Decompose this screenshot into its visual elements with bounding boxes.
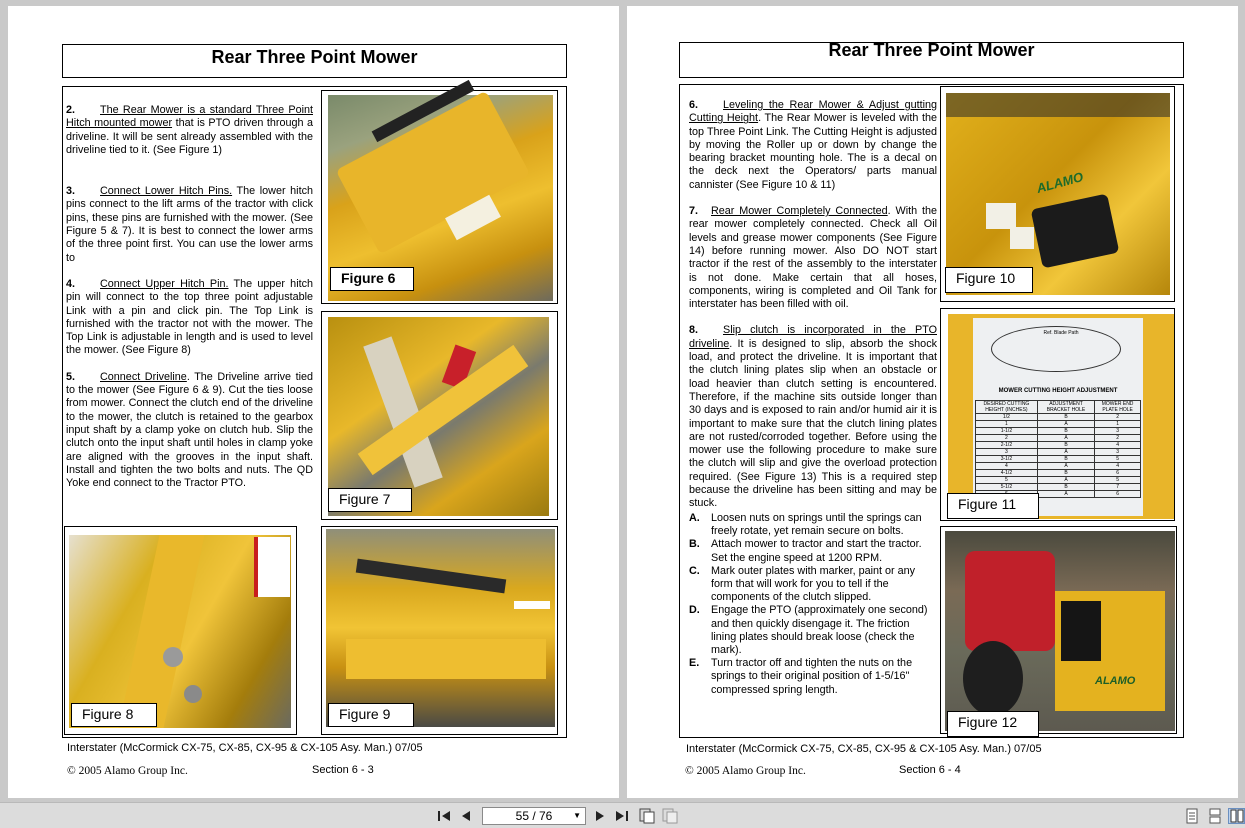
decal-cell: 3-1/2 [976, 456, 1038, 463]
zoom-out-view-button[interactable] [662, 808, 678, 824]
paragraph-3: 3. Connect Lower Hitch Pins. The lower hitch pins connect to the lift arms of the tractor with click pins, these pins are furnished with the mower. (See Figure 5 & 7). It is best to connect the lower arms of the three point first. You can use the lower arms to [66, 185, 313, 264]
decal-cell: B [1037, 470, 1094, 477]
footer-copyright: © 2005 Alamo Group Inc. [67, 765, 188, 777]
paragraph-2: 2. The Rear Mower is a standard Three Point Hitch mounted mower that is PTO driven through a driveline. It will be sent already assembled with the driveline tied to it. (See Figure 1) [66, 104, 313, 156]
decal-cell: 2-1/2 [976, 442, 1038, 449]
list-item: C. Mark outer plates with marker, paint or any form that will work for you to tell if the components of the clutch slipped. [689, 564, 916, 604]
footer-section: Section 6 - 4 [899, 764, 961, 776]
list-item: D. Engage the PTO (approximately one second) and then quickly disengage it. The friction lining plates should break loose (check the mark). [689, 604, 928, 657]
decal-cell: 5 [1095, 477, 1141, 484]
figure-10 [940, 86, 1175, 302]
single-page-icon [1185, 808, 1199, 824]
figure-9 [321, 526, 558, 735]
figure-12 [940, 526, 1177, 734]
decal-cell: 1 [1095, 421, 1141, 428]
decal-cell: 5-1/2 [976, 484, 1038, 491]
diagram-label: Ref. Blade Path [1043, 330, 1079, 336]
decal-cell: 2 [1095, 435, 1141, 442]
decal-cell: 5 [976, 477, 1038, 484]
decal-cell: 4 [1095, 463, 1141, 470]
chevron-down-icon: ▼ [573, 811, 581, 820]
figure-7 [321, 311, 558, 520]
previous-page-button[interactable] [458, 808, 474, 824]
figure-label: Figure 9 [328, 703, 414, 727]
decal-row [976, 414, 1141, 421]
two-page-view-button[interactable] [1228, 808, 1245, 824]
figure-label: Figure 12 [947, 711, 1039, 737]
figure-label: Figure 6 [330, 267, 414, 291]
footer-section: Section 6 - 3 [312, 764, 374, 776]
page-title: Rear Three Point Mower [679, 42, 1184, 78]
paragraph-6: 6. Leveling the Rear Mower & Adjust gutting Cutting Height. The Rear Mower is leveled with the top Three Point Link. The Cutting Height is adjusted by moving the Roller up or down by change the bearing bracket mounting hole. The is a decal on the deck next the Operators/ parts manual cannister (See Figure 10 & 11) [689, 99, 937, 191]
list-item: E. Turn tractor off and tighten the nuts on the springs to their original position of 1-5/16" compressed spring length. [689, 657, 913, 696]
paragraph-7: 7. Rear Mower Completely Connected. With the rear mower completely connected. Check all Oil levels and grease mower components (See Figure 14) before running mower. Also DO NOT start tractor if the rest of the assembly to the interstater is not done. Make certain that all hoses, components, wiring is completed and Oil Tank for interstater has been filled with oil. [689, 205, 938, 311]
alamo-logo: ALAMO [1095, 675, 1136, 687]
next-page-icon [595, 810, 605, 822]
decal [973, 318, 1143, 516]
instruction-text [66, 104, 313, 503]
decal-row [976, 463, 1141, 470]
hitch-photo [328, 317, 549, 516]
two-page-icon [1230, 809, 1244, 823]
decal-cell: A [1037, 449, 1094, 456]
decal-cell: A [1037, 491, 1094, 498]
clutch-steps-list [689, 512, 932, 697]
driveline-photo [326, 529, 555, 727]
alamo-logo: ALAMO [1034, 169, 1085, 196]
decal-cell: 5 [1095, 456, 1141, 463]
paragraph-8: 8. Slip clutch is incorporated in the PTO driveline. It is designed to slip, absorb the shock load, and protect the driveline. It is important that the clutch lining plates slip when an obstacle or load heavier than clutch setting is encountered. Therefore, if the machine sits outside longer than 30 days and is exposed to rain and/or humid air it is important to make sure that the clutch lining plates are not rusted/corroded together. Before using the mower use the following procedure to make sure the clutch will slip and give the overload protection required. (See Figure 13) This is a required step because the driveline has been sitting and may be stuck. [689, 324, 937, 510]
paragraph-5: 5. Connect Driveline. The Driveline arrive tied to the mower (See Figure 6 & 9). Cut the ties loose from mower. Connect the clutch end of the driveline to the mower, the clutch is retained to the gearbox input shaft by a clamp yoke on clutch hub. Slip the clutch onto the input shaft until holes in clamp yoke are aligned with the grooves in the input shaft. Install and tighten the two bolts and nuts. The QD Yoke end connect to the Tractor PTO. [66, 370, 313, 490]
mower-deck-photo [946, 93, 1170, 295]
decal-cell: A [1037, 421, 1094, 428]
figure-label: Figure 11 [947, 493, 1039, 519]
next-page-button[interactable] [592, 808, 608, 824]
decal-cell: B [1037, 456, 1094, 463]
decal-cell: 4 [1095, 442, 1141, 449]
decal-cell: 4-1/2 [976, 470, 1038, 477]
page-title: Rear Three Point Mower [62, 44, 567, 78]
decal-cell: 3 [976, 449, 1038, 456]
tractor-photo [945, 531, 1175, 731]
instruction-text [689, 99, 937, 524]
page-view-icon [639, 808, 655, 824]
zoom-in-view-button[interactable] [639, 808, 655, 824]
figure-8 [64, 526, 297, 735]
pdf-navigation-toolbar [0, 802, 1245, 828]
decal-cell: B [1037, 428, 1094, 435]
decal-cell: 1 [976, 421, 1038, 428]
decal-row [976, 428, 1141, 435]
decal-row [976, 477, 1141, 484]
decal-cell: 3 [1095, 449, 1141, 456]
hitch-pin-photo [69, 535, 291, 728]
first-page-button[interactable] [436, 808, 452, 824]
decal-cell: 6 [1095, 470, 1141, 477]
figure-label: Figure 7 [328, 488, 412, 512]
decal-row [976, 435, 1141, 442]
page-indicator: 55 / 76 [515, 809, 553, 823]
decal-row [976, 442, 1141, 449]
footer-model: Interstater (McCormick CX-75, CX-85, CX-95 & CX-105 Asy. Man.) 07/05 [686, 743, 1042, 755]
decal-cell: B [1037, 414, 1094, 421]
paragraph-4: 4. Connect Upper Hitch Pin. The upper hitch pin will connect to the top three point adjustable Link with a pin and click pin. The Top Link is furnished with the tractor not with the mower. The Top Link is adjustable in length and is used to level the mower. (See Figure 8) [66, 277, 313, 357]
decal-cell: 7 [1095, 484, 1141, 491]
continuous-view-button[interactable] [1207, 808, 1223, 824]
figure-label: Figure 10 [945, 267, 1033, 293]
single-page-view-button[interactable] [1184, 808, 1200, 824]
decal-cell: 1-1/2 [976, 428, 1038, 435]
footer-copyright: © 2005 Alamo Group Inc. [685, 765, 806, 777]
cutting-height-decal-photo [948, 314, 1174, 519]
decal-row [976, 421, 1141, 428]
decal-cell: A [1037, 463, 1094, 470]
previous-page-icon [461, 810, 471, 822]
decal-cell: 1/2 [976, 414, 1038, 421]
document-page-left [8, 6, 619, 798]
decal-table: DESIRED CUTTING HEIGHT (INCHES) ADJUSTMENT BRACKET HOLE MOWER END PLATE HOLE 1/2 B 2 1 A 1 1-1/2 B 3 2 A 2 2-1/2 B 4 3 A 3 3-1/2 B 5 4 A 4 4-1/2 B 6 5 A 5 5-1/2 B 7 A 6 [975, 400, 1141, 498]
decal-row [976, 456, 1141, 463]
decal-title: MOWER CUTTING HEIGHT ADJUSTMENT [998, 388, 1118, 394]
last-page-icon [615, 810, 629, 822]
decal-cell: 4 [976, 463, 1038, 470]
decal-cell: B [1037, 442, 1094, 449]
list-item: A. Loosen nuts on springs until the springs can freely rotate, yet remain secure on bolts. [689, 512, 922, 538]
first-page-icon [437, 810, 451, 822]
decal-row [976, 484, 1141, 491]
footer-model: Interstater (McCormick CX-75, CX-85, CX-95 & CX-105 Asy. Man.) 07/05 [67, 742, 423, 754]
decal-cell: 2 [1095, 414, 1141, 421]
decal-cell: 2 [976, 435, 1038, 442]
page-view-icon [662, 808, 678, 824]
figure-6 [321, 90, 558, 304]
figure-11 [940, 308, 1175, 521]
decal-cell: B [1037, 484, 1094, 491]
continuous-page-icon [1208, 808, 1222, 824]
decal-row [976, 449, 1141, 456]
decal-cell: A [1037, 435, 1094, 442]
document-page-right [627, 6, 1238, 798]
decal-cell: 3 [1095, 428, 1141, 435]
page-number-select[interactable] [482, 807, 586, 825]
last-page-button[interactable] [614, 808, 630, 824]
decal-cell: 6 [1095, 491, 1141, 498]
figure-label: Figure 8 [71, 703, 157, 727]
decal-row [976, 470, 1141, 477]
decal-cell: A [1037, 477, 1094, 484]
list-item: B. Attach mower to tractor and start the tractor. Set the engine speed at 1200 RPM. [689, 538, 922, 564]
